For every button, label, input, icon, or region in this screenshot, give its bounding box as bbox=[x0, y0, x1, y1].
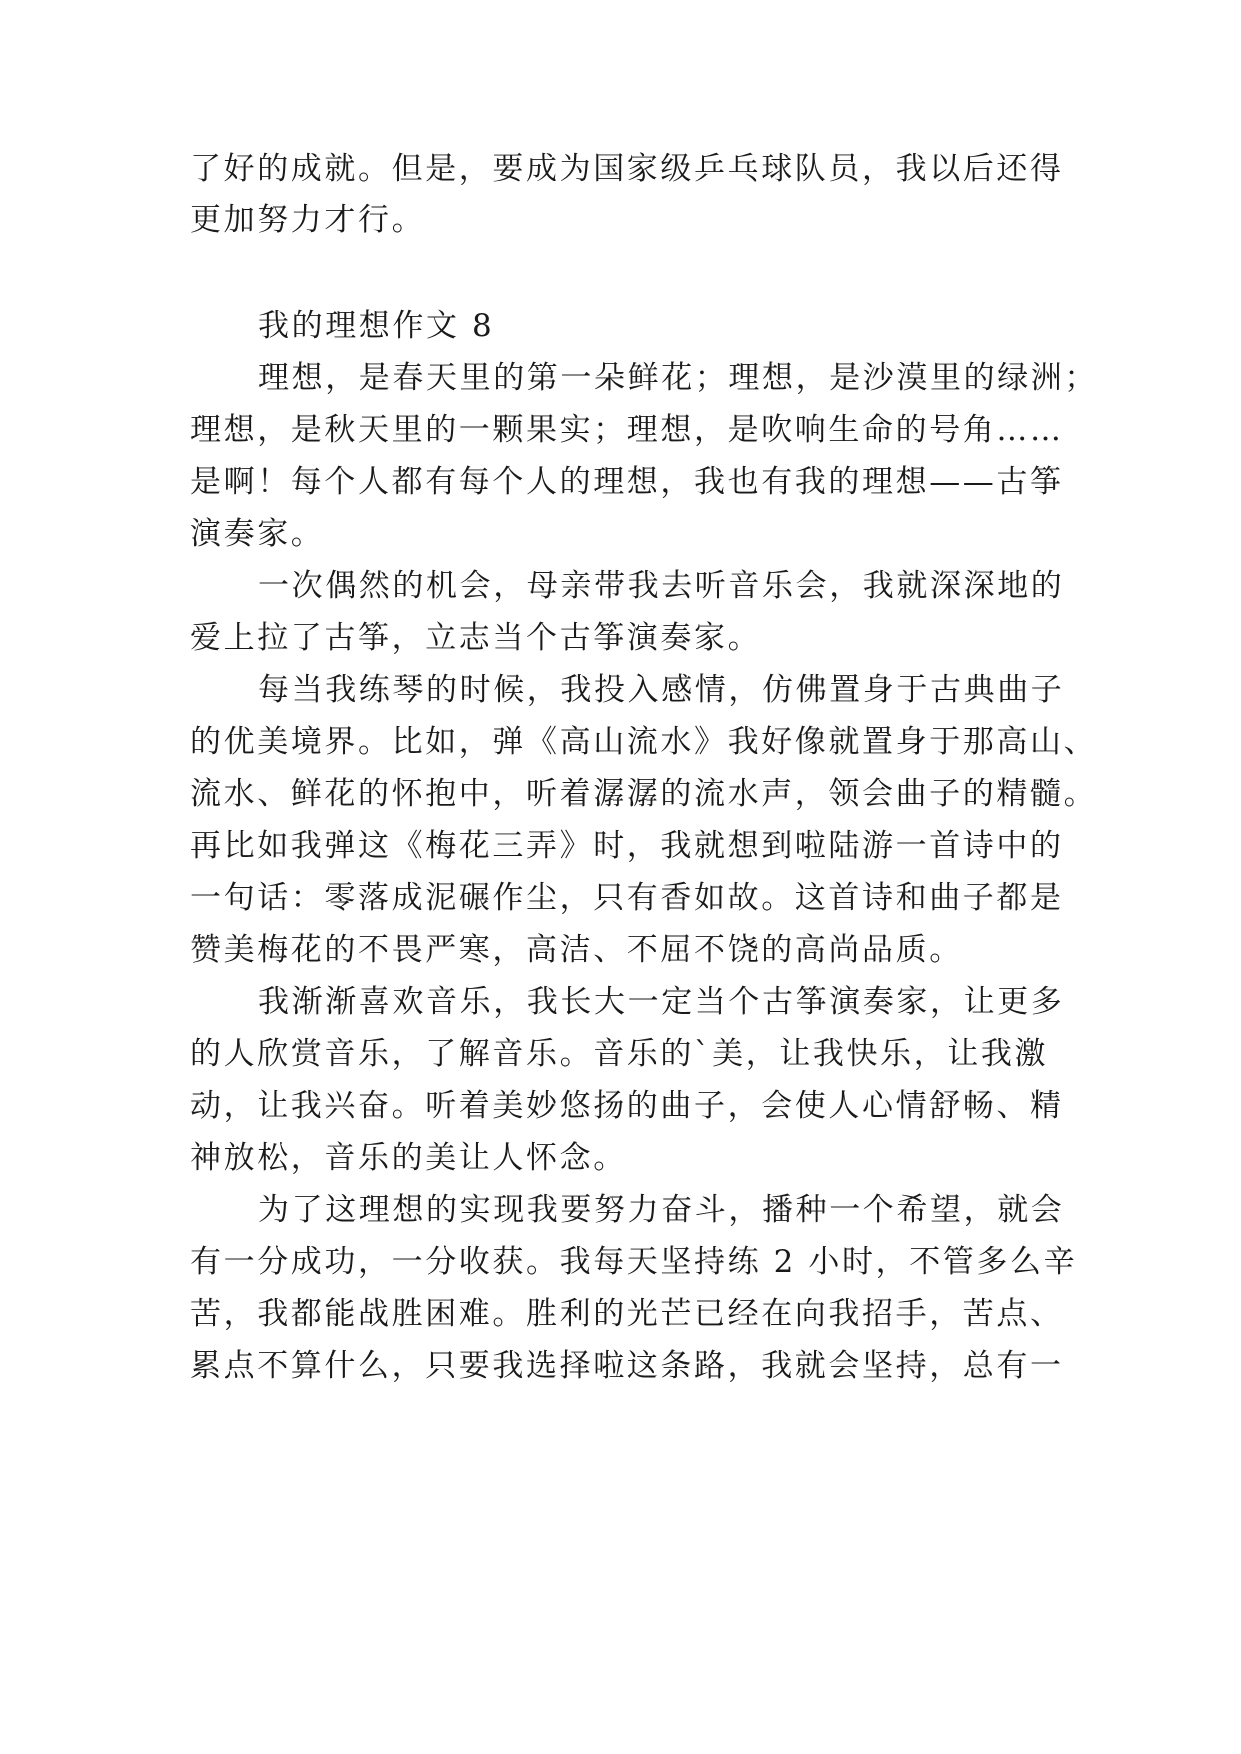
paragraph-line: 了好的成就。但是，要成为国家级乒乓球队员，我以后还得 bbox=[190, 151, 1064, 187]
paragraph-line: 赞美梅花的不畏严寒，高洁、不屈不饶的高尚品质。 bbox=[190, 932, 963, 968]
paragraph-line: 演奏家。 bbox=[190, 516, 325, 552]
paragraph-line: 动，让我兴奋。听着美妙悠扬的曲子，会使人心情舒畅、精 bbox=[190, 1088, 1064, 1124]
paragraph-line: 苦，我都能战胜困难。胜利的光芒已经在向我招手，苦点、 bbox=[190, 1296, 1064, 1332]
essay-heading: 我的理想作文 8 bbox=[258, 308, 495, 344]
paragraph-line: 的优美境界。比如，弹《高山流水》我好像就置身于那高山、 bbox=[190, 724, 1098, 760]
paragraph-line: 更加努力才行。 bbox=[190, 202, 426, 238]
paragraph-line: 再比如我弹这《梅花三弄》时，我就想到啦陆游一首诗中的 bbox=[190, 828, 1064, 864]
paragraph-line: 的人欣赏音乐，了解音乐。音乐的`美，让我快乐，让我激 bbox=[190, 1036, 1049, 1072]
paragraph-line: 神放松，音乐的美让人怀念。 bbox=[190, 1140, 627, 1176]
paragraph-line: 为了这理想的实现我要努力奋斗，播种一个希望，就会 bbox=[258, 1192, 1065, 1228]
paragraph-line: 流水、鲜花的怀抱中，听着潺潺的流水声，领会曲子的精髓。 bbox=[190, 776, 1098, 812]
paragraph-line: 爱上拉了古筝，立志当个古筝演奏家。 bbox=[190, 620, 762, 656]
paragraph-line: 我渐渐喜欢音乐，我长大一定当个古筝演奏家，让更多 bbox=[258, 984, 1065, 1020]
paragraph-line: 一句话：零落成泥碾作尘，只有香如故。这首诗和曲子都是 bbox=[190, 880, 1064, 916]
paragraph-line: 理想，是秋天里的一颗果实；理想，是吹响生命的号角…… bbox=[190, 412, 1064, 448]
paragraph-line: 累点不算什么，只要我选择啦这条路，我就会坚持，总有一 bbox=[190, 1348, 1064, 1384]
paragraph-line: 一次偶然的机会，母亲带我去听音乐会，我就深深地的 bbox=[258, 568, 1065, 604]
paragraph-line: 是啊！每个人都有每个人的理想，我也有我的理想——古筝 bbox=[190, 464, 1064, 500]
paragraph-line: 有一分成功，一分收获。我每天坚持练 2 小时，不管多么辛 bbox=[190, 1244, 1078, 1280]
paragraph-line: 每当我练琴的时候，我投入感情，仿佛置身于古典曲子 bbox=[258, 672, 1065, 708]
paragraph-line: 理想，是春天里的第一朵鲜花；理想，是沙漠里的绿洲； bbox=[258, 360, 1098, 396]
